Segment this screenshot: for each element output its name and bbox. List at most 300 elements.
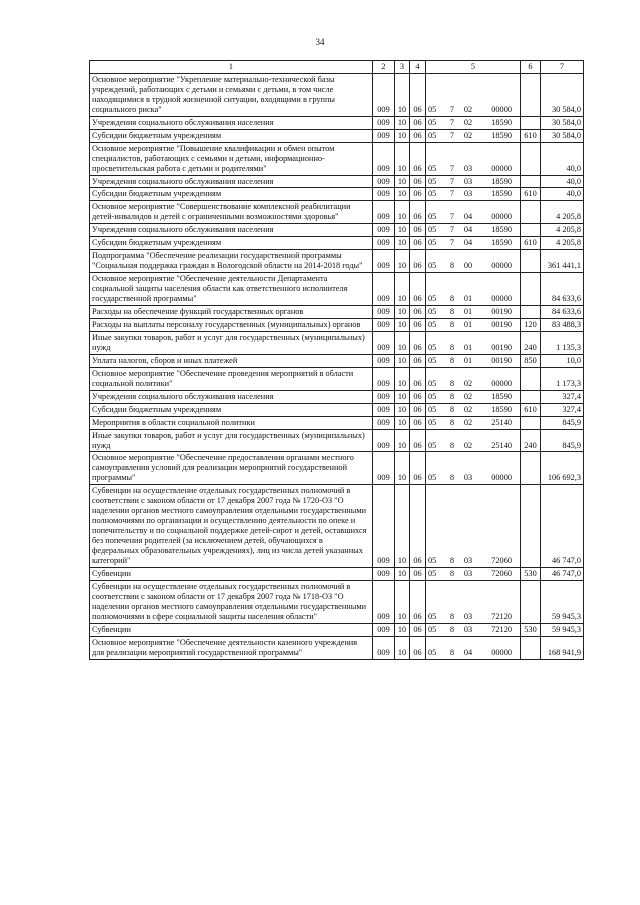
row-name: Субсидии бюджетным учреждениям (90, 188, 373, 201)
row-expense-type (521, 273, 541, 306)
row-amount: 10,0 (541, 354, 584, 367)
target-direction: 72120 (491, 624, 512, 634)
row-expense-type (521, 636, 541, 659)
target-subprogram: 8 (449, 440, 455, 450)
row-admin-code: 009 (373, 201, 395, 224)
table-row (90, 331, 584, 354)
row-amount: 106 692,3 (541, 452, 584, 485)
target-program: 05 (428, 568, 437, 578)
target-program: 05 (428, 473, 437, 483)
row-subsection: 06 (410, 129, 426, 142)
row-section: 10 (395, 354, 410, 367)
row-name: Субвенции (90, 567, 373, 580)
target-activity: 03 (463, 473, 473, 483)
row-amount: 30 584,0 (541, 116, 584, 129)
table-row (90, 175, 584, 188)
target-direction: 00190 (491, 307, 512, 317)
target-activity: 00 (463, 261, 473, 271)
row-section: 10 (395, 403, 410, 416)
target-subprogram: 8 (449, 319, 455, 329)
row-expense-type (521, 367, 541, 390)
row-name: Иные закупки товаров, работ и услуг для государственных (муниципальных) нужд (90, 331, 373, 354)
row-subsection: 06 (410, 416, 426, 429)
row-expense-type (521, 142, 541, 175)
row-section: 10 (395, 250, 410, 273)
target-activity: 01 (463, 342, 473, 352)
row-target-article (426, 390, 521, 403)
row-subsection: 06 (410, 567, 426, 580)
row-name: Мероприятия в области социальной политики (90, 416, 373, 429)
row-amount: 84 633,6 (541, 273, 584, 306)
row-target-article (426, 452, 521, 485)
row-admin-code: 009 (373, 354, 395, 367)
target-direction: 00000 (491, 104, 512, 114)
row-section: 10 (395, 636, 410, 659)
target-subprogram: 8 (449, 473, 455, 483)
row-target-article (426, 416, 521, 429)
row-section: 10 (395, 224, 410, 237)
target-activity: 02 (463, 417, 473, 427)
row-name: Субсидии бюджетным учреждениям (90, 237, 373, 250)
budget-table (89, 60, 584, 660)
row-target-article (426, 175, 521, 188)
row-expense-type (521, 201, 541, 224)
target-activity: 01 (463, 355, 473, 365)
row-section: 10 (395, 331, 410, 354)
row-section: 10 (395, 237, 410, 250)
row-subsection: 06 (410, 331, 426, 354)
target-direction: 00000 (491, 378, 512, 388)
row-amount: 46 747,0 (541, 567, 584, 580)
target-subprogram: 7 (449, 225, 455, 235)
row-amount: 46 747,0 (541, 485, 584, 568)
row-admin-code: 009 (373, 224, 395, 237)
row-subsection: 06 (410, 116, 426, 129)
row-section: 10 (395, 452, 410, 485)
row-target-article (426, 567, 521, 580)
target-program: 05 (428, 342, 437, 352)
target-subprogram: 8 (449, 417, 455, 427)
row-expense-type: 240 (521, 429, 541, 452)
row-target-article (426, 73, 521, 116)
row-section: 10 (395, 201, 410, 224)
row-subsection: 06 (410, 201, 426, 224)
row-name: Субсидии бюджетным учреждениям (90, 403, 373, 416)
row-section: 10 (395, 273, 410, 306)
row-amount: 1 173,3 (541, 367, 584, 390)
row-target-article (426, 403, 521, 416)
target-direction: 00000 (491, 163, 512, 173)
target-subprogram: 8 (449, 624, 455, 634)
row-target-article (426, 331, 521, 354)
table-row (90, 567, 584, 580)
row-expense-type (521, 452, 541, 485)
row-subsection: 06 (410, 73, 426, 116)
row-expense-type (521, 116, 541, 129)
target-program: 05 (428, 238, 437, 248)
row-amount: 59 945,3 (541, 580, 584, 623)
table-row (90, 485, 584, 568)
target-activity: 03 (463, 555, 473, 565)
target-direction: 18590 (491, 176, 512, 186)
row-amount: 40,0 (541, 175, 584, 188)
row-admin-code: 009 (373, 580, 395, 623)
row-expense-type (521, 224, 541, 237)
row-target-article (426, 142, 521, 175)
target-activity: 03 (463, 624, 473, 634)
row-section: 10 (395, 623, 410, 636)
row-admin-code: 009 (373, 367, 395, 390)
target-program: 05 (428, 391, 437, 401)
table-row (90, 201, 584, 224)
target-activity: 02 (463, 391, 473, 401)
target-direction: 72060 (491, 555, 512, 565)
header-col-3: 3 (395, 61, 410, 74)
target-activity: 01 (463, 294, 473, 304)
target-activity: 04 (463, 225, 473, 235)
target-program: 05 (428, 212, 437, 222)
row-section: 10 (395, 116, 410, 129)
table-row (90, 142, 584, 175)
row-section: 10 (395, 416, 410, 429)
target-activity: 03 (463, 568, 473, 578)
row-expense-type: 850 (521, 354, 541, 367)
table-row (90, 188, 584, 201)
row-amount: 845,9 (541, 416, 584, 429)
table-row (90, 129, 584, 142)
target-activity: 03 (463, 189, 473, 199)
row-subsection: 06 (410, 142, 426, 175)
row-name: Расходы на обеспечение функций государственных органов (90, 306, 373, 319)
row-admin-code: 009 (373, 237, 395, 250)
row-expense-type: 610 (521, 237, 541, 250)
table-row (90, 452, 584, 485)
row-name: Учреждения социального обслуживания населения (90, 175, 373, 188)
target-direction: 00000 (491, 294, 512, 304)
row-expense-type (521, 306, 541, 319)
row-admin-code: 009 (373, 416, 395, 429)
target-activity: 04 (463, 212, 473, 222)
row-name: Основное мероприятие "Совершенствование комплексной реабилитации детей-инвалидов и детей с ограниченными возможностями здоровья" (90, 201, 373, 224)
header-col-7: 7 (541, 61, 584, 74)
row-amount: 4 205,8 (541, 201, 584, 224)
target-subprogram: 8 (449, 355, 455, 365)
target-subprogram: 8 (449, 611, 455, 621)
row-admin-code: 009 (373, 636, 395, 659)
row-amount: 168 941,9 (541, 636, 584, 659)
row-subsection: 06 (410, 485, 426, 568)
target-program: 05 (428, 261, 437, 271)
target-activity: 02 (463, 104, 473, 114)
row-section: 10 (395, 73, 410, 116)
row-target-article (426, 623, 521, 636)
target-activity: 02 (463, 117, 473, 127)
row-subsection: 06 (410, 390, 426, 403)
row-name: Субвенции на осуществление отдельных государственных полномочий в соответствии с законом области от 17 декабря 2007 года № 1720-ОЗ "О наделении органов местного самоуправления отдельными государственными полномочиями по организации и осуществлению деятельности по опеке и попечительству и по социальной поддержке детей-сирот и детей, оставшихся без попечения родителей (за исключением детей, обучающихся в федеральных образовательных учреждениях), лиц из числа детей указанных категорий" (90, 485, 373, 568)
row-target-article (426, 273, 521, 306)
table-row (90, 354, 584, 367)
target-program: 05 (428, 130, 437, 140)
target-activity: 03 (463, 163, 473, 173)
table-row (90, 636, 584, 659)
row-expense-type (521, 485, 541, 568)
row-name: Расходы на выплаты персоналу государственных (муниципальных) органов (90, 318, 373, 331)
target-direction: 18590 (491, 391, 512, 401)
row-admin-code: 009 (373, 273, 395, 306)
row-target-article (426, 188, 521, 201)
row-subsection: 06 (410, 237, 426, 250)
row-target-article (426, 636, 521, 659)
target-program: 05 (428, 647, 437, 657)
target-program: 05 (428, 307, 437, 317)
row-expense-type (521, 73, 541, 116)
header-col-4: 4 (410, 61, 426, 74)
target-direction: 18590 (491, 238, 512, 248)
header-col-5: 5 (426, 61, 521, 74)
row-target-article (426, 237, 521, 250)
row-amount: 327,4 (541, 403, 584, 416)
row-section: 10 (395, 580, 410, 623)
row-section: 10 (395, 485, 410, 568)
table-row (90, 224, 584, 237)
target-direction: 18590 (491, 189, 512, 199)
row-target-article (426, 306, 521, 319)
target-subprogram: 8 (449, 555, 455, 565)
row-amount: 361 441,1 (541, 250, 584, 273)
row-amount: 84 633,6 (541, 306, 584, 319)
target-activity: 04 (463, 647, 473, 657)
row-admin-code: 009 (373, 429, 395, 452)
row-expense-type (521, 390, 541, 403)
row-amount: 30 584,0 (541, 73, 584, 116)
row-amount: 327,4 (541, 390, 584, 403)
row-admin-code: 009 (373, 390, 395, 403)
row-target-article (426, 224, 521, 237)
row-target-article (426, 129, 521, 142)
row-amount: 40,0 (541, 142, 584, 175)
row-expense-type: 610 (521, 129, 541, 142)
row-admin-code: 009 (373, 306, 395, 319)
target-program: 05 (428, 319, 437, 329)
table-row (90, 306, 584, 319)
table-body (90, 73, 584, 659)
table-row (90, 390, 584, 403)
table-row (90, 237, 584, 250)
row-amount: 4 205,8 (541, 224, 584, 237)
target-direction: 00000 (491, 212, 512, 222)
row-name: Уплата налогов, сборов и иных платежей (90, 354, 373, 367)
target-activity: 01 (463, 319, 473, 329)
target-subprogram: 8 (449, 342, 455, 352)
target-direction: 18590 (491, 404, 512, 414)
row-name: Основное мероприятие "Повышение квалификации и обмен опытом специалистов, работающих с семьями и детьми, информационно-просветительская работа с детьми и родителями" (90, 142, 373, 175)
target-activity: 03 (463, 611, 473, 621)
row-admin-code: 009 (373, 331, 395, 354)
row-section: 10 (395, 306, 410, 319)
target-program: 05 (428, 189, 437, 199)
target-direction: 00190 (491, 342, 512, 352)
target-direction: 25140 (491, 440, 512, 450)
row-target-article (426, 429, 521, 452)
target-subprogram: 7 (449, 189, 455, 199)
row-section: 10 (395, 188, 410, 201)
table-row (90, 367, 584, 390)
row-expense-type: 610 (521, 403, 541, 416)
row-amount: 845,9 (541, 429, 584, 452)
row-amount: 40,0 (541, 188, 584, 201)
row-target-article (426, 354, 521, 367)
page-number: 34 (315, 37, 325, 47)
target-subprogram: 8 (449, 647, 455, 657)
row-subsection: 06 (410, 318, 426, 331)
row-admin-code: 009 (373, 250, 395, 273)
table-row (90, 250, 584, 273)
row-subsection: 06 (410, 403, 426, 416)
target-direction: 72120 (491, 611, 512, 621)
target-program: 05 (428, 440, 437, 450)
row-name: Учреждения социального обслуживания населения (90, 390, 373, 403)
target-subprogram: 7 (449, 104, 455, 114)
row-amount: 83 488,3 (541, 318, 584, 331)
target-activity: 02 (463, 404, 473, 414)
row-expense-type (521, 175, 541, 188)
row-target-article (426, 485, 521, 568)
row-amount: 30 584,0 (541, 129, 584, 142)
row-section: 10 (395, 567, 410, 580)
row-admin-code: 009 (373, 567, 395, 580)
target-program: 05 (428, 417, 437, 427)
row-admin-code: 009 (373, 318, 395, 331)
target-program: 05 (428, 294, 437, 304)
row-section: 10 (395, 390, 410, 403)
table-row (90, 623, 584, 636)
target-subprogram: 7 (449, 176, 455, 186)
row-subsection: 06 (410, 354, 426, 367)
row-expense-type: 120 (521, 318, 541, 331)
row-target-article (426, 116, 521, 129)
target-direction: 18590 (491, 130, 512, 140)
target-direction: 00000 (491, 647, 512, 657)
target-program: 05 (428, 225, 437, 235)
row-subsection: 06 (410, 580, 426, 623)
row-target-article (426, 250, 521, 273)
target-direction: 18590 (491, 117, 512, 127)
row-amount: 59 945,3 (541, 623, 584, 636)
row-admin-code: 009 (373, 452, 395, 485)
row-admin-code: 009 (373, 116, 395, 129)
target-activity: 03 (463, 176, 473, 186)
target-subprogram: 8 (449, 404, 455, 414)
target-subprogram: 8 (449, 568, 455, 578)
row-subsection: 06 (410, 188, 426, 201)
target-subprogram: 7 (449, 117, 455, 127)
row-admin-code: 009 (373, 188, 395, 201)
row-admin-code: 009 (373, 403, 395, 416)
target-program: 05 (428, 404, 437, 414)
header-col-6: 6 (521, 61, 541, 74)
table-row (90, 416, 584, 429)
target-direction: 00190 (491, 355, 512, 365)
row-expense-type: 530 (521, 567, 541, 580)
row-section: 10 (395, 129, 410, 142)
target-program: 05 (428, 624, 437, 634)
target-subprogram: 7 (449, 212, 455, 222)
row-name: Учреждения социального обслуживания населения (90, 224, 373, 237)
row-section: 10 (395, 175, 410, 188)
row-name: Подпрограмма "Обеспечение реализации государственной программы "Социальная поддержка граждан в Вологодской области на 2014-2018 годы" (90, 250, 373, 273)
row-name: Субсидии бюджетным учреждениям (90, 129, 373, 142)
target-program: 05 (428, 163, 437, 173)
table-row (90, 403, 584, 416)
row-subsection: 06 (410, 623, 426, 636)
row-expense-type: 610 (521, 188, 541, 201)
target-program: 05 (428, 555, 437, 565)
row-name: Основное мероприятие "Обеспечение деятельности казенного учреждения для реализации мероприятий государственной программы" (90, 636, 373, 659)
row-name: Основное мероприятие "Обеспечение деятельности Департамента социальной защиты населения области как ответственного исполнителя государственной программы" (90, 273, 373, 306)
row-name: Иные закупки товаров, работ и услуг для государственных (муниципальных) нужд (90, 429, 373, 452)
target-program: 05 (428, 378, 437, 388)
row-section: 10 (395, 429, 410, 452)
target-subprogram: 7 (449, 238, 455, 248)
target-subprogram: 8 (449, 378, 455, 388)
row-name: Основное мероприятие "Обеспечение предоставления органами местного самоуправления условий для реализации мероприятий государственной программы" (90, 452, 373, 485)
row-subsection: 06 (410, 429, 426, 452)
row-section: 10 (395, 367, 410, 390)
row-admin-code: 009 (373, 623, 395, 636)
header-row (90, 61, 584, 74)
target-direction: 00190 (491, 319, 512, 329)
target-program: 05 (428, 176, 437, 186)
table-row (90, 580, 584, 623)
row-admin-code: 009 (373, 175, 395, 188)
target-subprogram: 8 (449, 294, 455, 304)
row-subsection: 06 (410, 250, 426, 273)
target-program: 05 (428, 611, 437, 621)
target-activity: 02 (463, 440, 473, 450)
table-row (90, 429, 584, 452)
row-name: Основное мероприятие "Укрепление материально-технической базы учреждений, работающих с детьми и семьями с детьми, в том числе находящимися в трудной жизненной ситуации, входящими в группы социального риска" (90, 73, 373, 116)
header-col-1: 1 (90, 61, 373, 74)
row-expense-type (521, 250, 541, 273)
target-program: 05 (428, 104, 437, 114)
target-subprogram: 7 (449, 130, 455, 140)
row-amount: 1 135,3 (541, 331, 584, 354)
row-target-article (426, 201, 521, 224)
row-target-article (426, 318, 521, 331)
target-activity: 02 (463, 130, 473, 140)
target-subprogram: 8 (449, 307, 455, 317)
target-subprogram: 7 (449, 163, 455, 173)
row-expense-type (521, 416, 541, 429)
row-subsection: 06 (410, 636, 426, 659)
target-program: 05 (428, 355, 437, 365)
target-direction: 00000 (491, 473, 512, 483)
header-col-2: 2 (373, 61, 395, 74)
table-row (90, 273, 584, 306)
row-subsection: 06 (410, 306, 426, 319)
row-subsection: 06 (410, 367, 426, 390)
row-expense-type (521, 580, 541, 623)
target-direction: 18590 (491, 225, 512, 235)
target-direction: 72060 (491, 568, 512, 578)
table-row (90, 73, 584, 116)
row-section: 10 (395, 318, 410, 331)
row-subsection: 06 (410, 273, 426, 306)
target-subprogram: 8 (449, 391, 455, 401)
row-section: 10 (395, 142, 410, 175)
row-expense-type: 530 (521, 623, 541, 636)
target-activity: 01 (463, 307, 473, 317)
